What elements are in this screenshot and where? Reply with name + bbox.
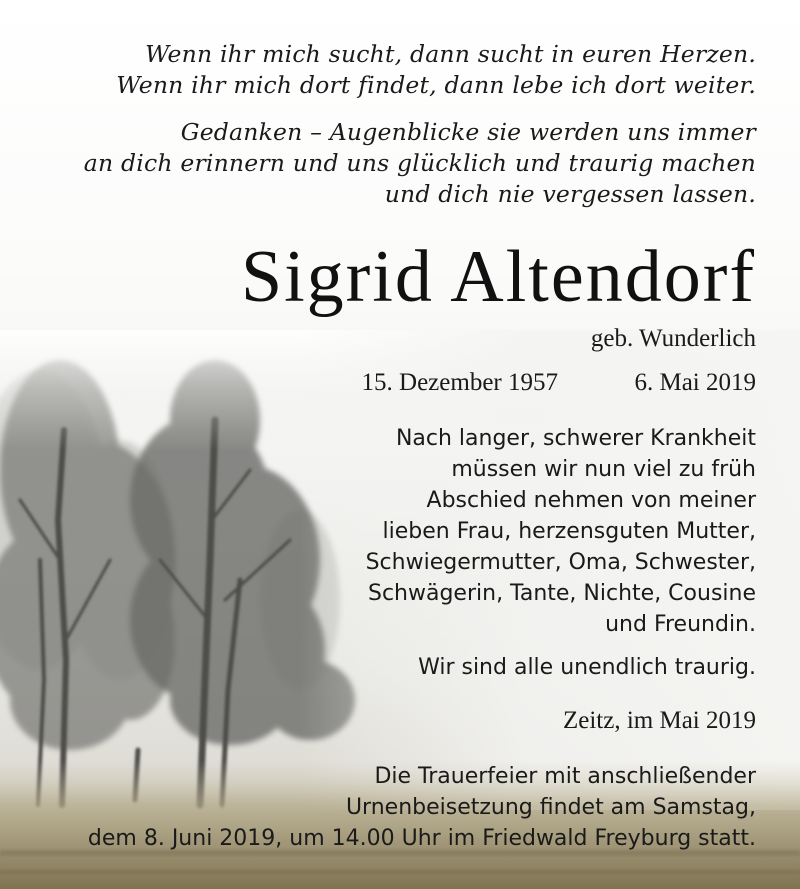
message-line: Schwägerin, Tante, Nichte, Cousine bbox=[367, 581, 756, 606]
poem-line: Wenn ihr mich sucht, dann sucht in euren Herzen. bbox=[145, 40, 756, 68]
poem-line: an dich erinnern und uns glücklich und traurig machen bbox=[83, 149, 756, 177]
message-line: und Freundin. bbox=[605, 612, 756, 637]
message-line: Abschied nehmen von meiner bbox=[426, 488, 756, 513]
death-date: 6. Mai 2019 bbox=[634, 369, 756, 396]
funeral-line: Urnenbeisetzung findet am Samstag, bbox=[345, 795, 756, 820]
message-line: Schwiegermutter, Oma, Schwester, bbox=[365, 550, 756, 575]
place-date: Zeitz, im Mai 2019 bbox=[562, 707, 756, 734]
funeral-line: Die Trauerfeier mit anschließender bbox=[374, 764, 756, 789]
message-line: müssen wir nun viel zu früh bbox=[451, 457, 756, 482]
funeral-line: dem 8. Juni 2019, um 14.00 Uhr im Friedwald Freyburg statt. bbox=[87, 826, 756, 851]
maiden-name: geb. Wunderlich bbox=[590, 325, 756, 352]
poem-line: und dich nie vergessen lassen. bbox=[384, 180, 756, 208]
message-line: lieben Frau, herzensguten Mutter, bbox=[382, 519, 756, 544]
message-line: Nach langer, schwerer Krankheit bbox=[395, 426, 756, 451]
birth-date: 15. Dezember 1957 bbox=[361, 369, 558, 396]
deceased-name: Sigrid Altendorf bbox=[240, 236, 756, 318]
poem-line: Gedanken – Augenblicke sie werden uns immer bbox=[180, 118, 756, 146]
grief-statement: Wir sind alle unendlich traurig. bbox=[418, 655, 756, 680]
poem-line: Wenn ihr mich dort findet, dann lebe ich dort weiter. bbox=[116, 71, 756, 99]
